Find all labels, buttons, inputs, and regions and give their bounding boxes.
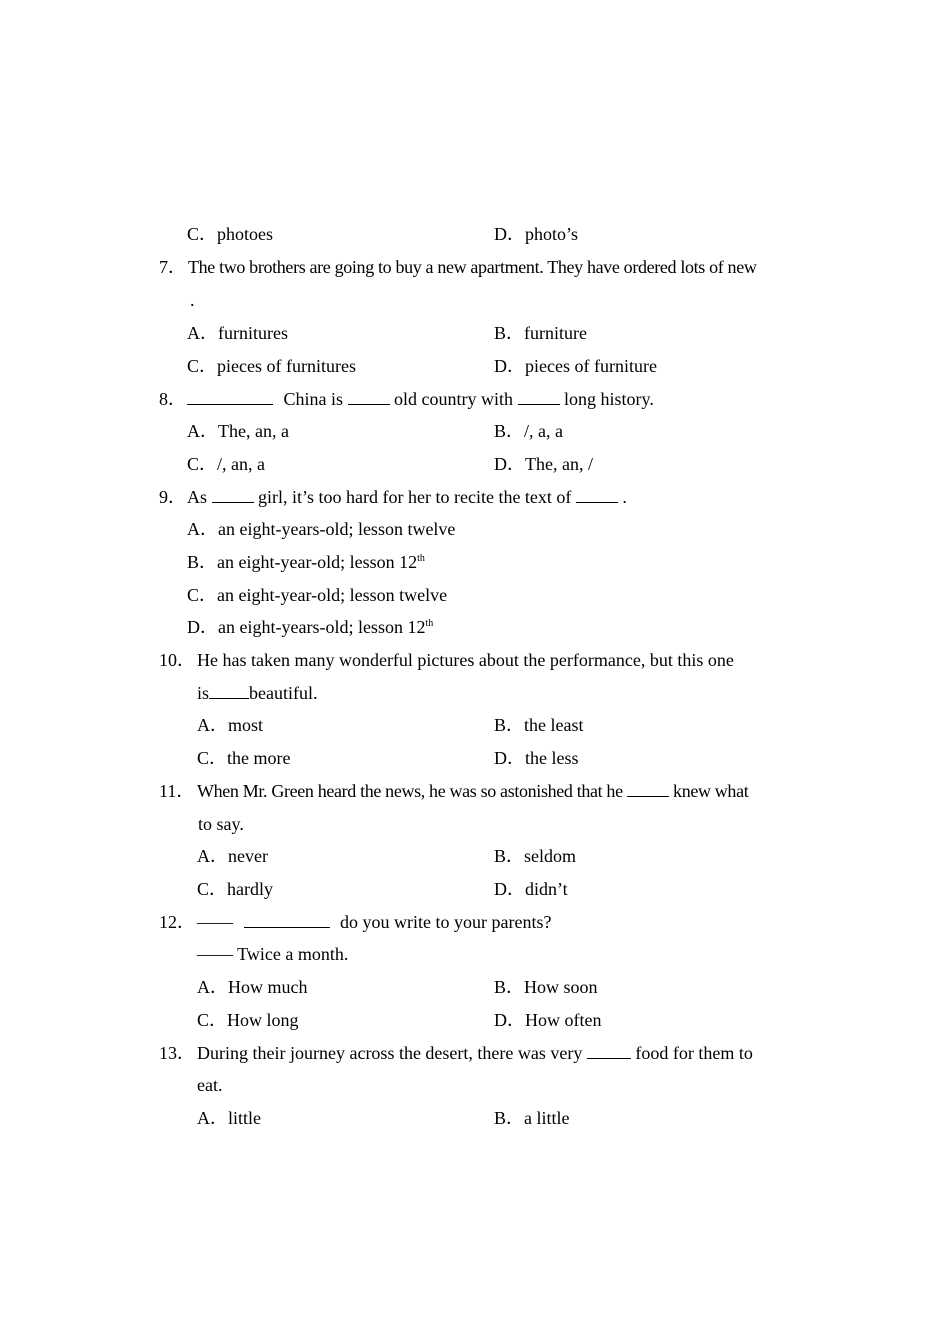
q7-number: 7． — [159, 257, 186, 277]
q12-option-b: B．How soon — [494, 977, 598, 997]
q9-text-part2: girl, it’s too hard for her to recite the text of — [258, 487, 572, 507]
q13-text-part1: During their journey across the desert, there was very — [197, 1043, 583, 1063]
answer-blank — [209, 680, 249, 699]
q7-option-d: D．pieces of furniture — [494, 356, 657, 376]
q12-text-part1: do you write to your parents? — [340, 912, 552, 932]
q10-question-text: He has taken many wonderful pictures about the performance, but this one — [197, 650, 734, 670]
q13-question-continuation: eat. — [197, 1075, 223, 1095]
q11-option-c: C．hardly — [197, 879, 273, 899]
q12-question-text — [197, 909, 551, 935]
q10-text-part2: beautiful. — [249, 683, 318, 703]
q8-option-b: B．/, a, a — [494, 421, 563, 441]
q11-question-text — [197, 778, 748, 804]
q9-option-d — [187, 614, 433, 640]
q10-option-d: D．the less — [494, 748, 579, 768]
answer-blank — [244, 909, 330, 928]
q11-option-d: D．didn’t — [494, 879, 568, 899]
answer-blank — [518, 386, 560, 405]
q9-text-part3: . — [622, 487, 627, 507]
q8-number: 8． — [159, 389, 186, 409]
answer-blank — [627, 778, 669, 797]
q13-question-text — [197, 1040, 753, 1066]
answer-blank — [348, 386, 390, 405]
q13-text-part2: food for them to — [635, 1043, 753, 1063]
q8-question-text — [187, 386, 654, 412]
q12-option-c: C．How long — [197, 1010, 299, 1030]
q9-option-b-superscript: th — [417, 553, 425, 564]
q12-dash: —— — [197, 912, 233, 932]
answer-blank — [187, 386, 273, 405]
q12-number: 12． — [159, 912, 195, 932]
q9-text-part1: As — [187, 487, 208, 507]
q10-number: 10． — [159, 650, 195, 670]
q9-question-text — [187, 484, 627, 510]
q11-number: 11． — [159, 781, 195, 801]
q10-question-continuation — [197, 680, 318, 706]
q11-text-part1: When Mr. Green heard the news, he was so astonished that he — [197, 781, 623, 801]
q11-question-continuation: to say. — [198, 814, 244, 834]
q9-option-c: C．an eight-year-old; lesson twelve — [187, 585, 448, 605]
q8-option-d: D．The, an, / — [494, 454, 593, 474]
answer-blank — [587, 1040, 631, 1059]
answer-blank — [576, 484, 618, 503]
q11-option-b: B．seldom — [494, 846, 577, 866]
q7-option-c: C．pieces of furnitures — [187, 356, 356, 376]
q9-option-b — [187, 549, 425, 575]
q7-question-continuation: . — [190, 290, 195, 310]
q10-option-c: C．the more — [197, 748, 291, 768]
q8-option-c: C．/, an, a — [187, 454, 265, 474]
q8-text-part1: China is — [283, 389, 344, 409]
q8-option-a: A．The, an, a — [187, 421, 289, 441]
q9-option-d-text: D．an eight-years-old; lesson 12 — [187, 617, 426, 637]
q13-number: 13． — [159, 1043, 195, 1063]
q9-number: 9． — [159, 487, 186, 507]
q12-option-d: D．How often — [494, 1010, 602, 1030]
q9-option-a: A．an eight-years-old; lesson twelve — [187, 519, 456, 539]
q8-text-part3: long history. — [564, 389, 654, 409]
q13-option-b: B．a little — [494, 1108, 570, 1128]
q11-option-a: A．never — [197, 846, 268, 866]
q13-option-a: A．little — [197, 1108, 261, 1128]
q12-reply: —— Twice a month. — [197, 944, 349, 964]
q6-option-d: D．photo’s — [494, 224, 579, 244]
q12-option-a: A．How much — [197, 977, 308, 997]
q6-option-c: C．photoes — [187, 224, 274, 244]
q8-text-part2: old country with — [394, 389, 514, 409]
q10-text-part1: is — [197, 683, 210, 703]
q10-option-a: A．most — [197, 715, 264, 735]
answer-blank — [212, 484, 254, 503]
q9-option-d-superscript: th — [425, 618, 434, 629]
q7-option-b: B．furniture — [494, 323, 587, 343]
q7-question-text: The two brothers are going to buy a new apartment. They have ordered lots of new — [188, 257, 757, 277]
q10-option-b: B．the least — [494, 715, 584, 735]
q9-option-b-text: B．an eight-year-old; lesson 12 — [187, 552, 418, 572]
q7-option-a: A．furnitures — [187, 323, 288, 343]
q11-text-part2: knew what — [673, 781, 749, 801]
